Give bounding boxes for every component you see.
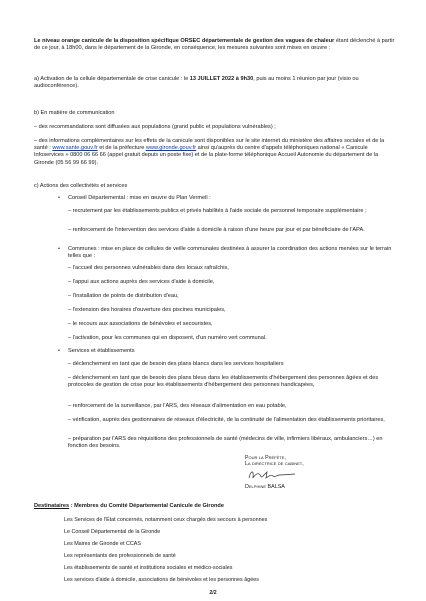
services-item-2: – déclenchement en tant que de besoin des plans bleus dans les établissements d'hébergement des personnes âgées et des protocoles de gestion de crise pour les établissements d'hébergement des personnes handicapées, [68,375,379,389]
communes-title: Communes : mise en place de cellules de veille communales destinées à assurer la coordination des actions menées sur le terrain telles que : [68,246,392,260]
signature-line-2: La directrice de cabinet, [245,461,304,467]
bullet-icon: • [58,246,60,252]
recipient-item: Les Services de l'État concernés, notamment ceux chargés des secours à personnes [64,517,268,523]
communes-item-6: – l'activation, pour les communes qui en disposent, d'un numéro vert communal. [68,335,267,341]
section-c-title: c) Actions des collectivités et services [34,183,128,189]
link-gironde[interactable]: www.gironde.gouv.fr [145,145,197,152]
intro-bold: Le niveau orange canicule de la disposition spécifique ORSEC départementale de gestion des vagues de chaleur [34,38,335,44]
services-item-3: – renforcement de la surveillance, par l'ARS, des réseaux d'alimentation en eau potable, [68,403,287,409]
intro-paragraph [34,38,396,52]
communes-item-3: – l'installation de points de distribution d'eau, [68,293,179,299]
services-item-5: – préparation par l'ARS des réquisitions des professionnels de santé (médecins de ville, infirmiers libéraux, ambulanciers…) en fonction des besoins. [68,436,383,450]
section-b-line2a: – des informations complémentaires sur les effets de la canicule sont disponibles sur le site internet du ministère des affaires sociales et de la santé : [34,138,385,152]
section-a-date: 13 JUILLET 2022 à 9h30 [189,76,254,82]
cd-item-1: – recrutement par les établissements publics et privés habilités à l'aide sociale de personnel temporaire supplémentaire ; [68,208,367,214]
section-b-title: b) En matière de communication [34,110,115,116]
recipient-item: Le Conseil Départemental de la Gironde [64,529,161,535]
communes-item-1: – l'accueil des personnes vulnérables dans des locaux rafraîchis, [68,265,229,271]
recipient-item: Les représentants des professionnels de santé [64,553,176,559]
section-b-line2b: et de la préfecture [97,145,146,152]
communes-item-4: – l'extension des horaires d'ouverture des piscines municipales, [68,307,226,313]
recipient-item: Les services d'aide à domicile, associations de bénévoles et les personnes âgées [64,577,259,583]
page-number: 2/2 [209,590,217,596]
signature-line-1: Pour la Préfète, [245,455,286,461]
link-sante[interactable]: www.sante.gouv.fr [52,145,98,152]
signatory-name: Delphine BALSA [245,484,285,490]
cd-item-2: – renforcement de l'intervention des services d'aide à domicile à raison d'une heure par jour et par bénéficiaire de l'APA. [68,227,365,233]
communes-item-5: – le recours aux associations de bénévoles et secouristes, [68,321,213,327]
bullet-icon: • [58,348,60,354]
services-item-4: – vérification, auprès des gestionnaires de réseaux d'électricité, de la continuité de l'alimentation des établissements prioritaires, [68,417,385,423]
section-b-line2 [34,138,396,167]
recipient-item: Les Maires de Gironde et CCAS [64,541,142,547]
section-b-line1: – des recommandations sont diffusées aux populations (grand public et populations vulnérables) ; [34,124,276,130]
communes-item-2: – l'appui aux actions auprès des services d'aide à domicile, [68,279,215,285]
services-item-1: – déclenchement en tant que de besoin des plans blancs dans les services hospitaliers [68,361,284,367]
section-b-line2c: ainsi qu'auprès du centre d'appels téléphoniques national « Canicule Infoservices » 0800 06 66 66 (appel gratuit depuis un poste fixe) et de la plate-forme téléphonique Accueil Autonomie du département de la Gironde (05 56 99 66 99). [34,145,379,166]
section-a [34,76,396,90]
services-title: Services et établissements [68,348,135,354]
recipients-label: Destinataires [34,503,70,509]
handwritten-signature [245,468,315,482]
cd-title: Conseil Départemental : mise en œuvre du Plan Vermeil : [68,195,211,201]
section-a-text1: a) Activation de la cellule départementale de crise canicule : le [34,76,190,82]
bullet-icon: • [58,195,60,201]
intro-rest: étant déclenché à partir de ce jour, à 18h00, dans le département de la Gironde, en conséquence, les mesures suivantes sont mises en œuvre : [34,38,395,52]
recipient-item: Les établissements de santé et institutions sociales et médico-sociales [64,565,233,571]
recipients-heading [34,503,396,510]
recipients-title: : Membres du Comité Départemental Canicule de Gironde [69,503,224,509]
section-a-text2: , puis au moins 1 réunion par jour (visio ou audioconférence). [34,76,359,90]
